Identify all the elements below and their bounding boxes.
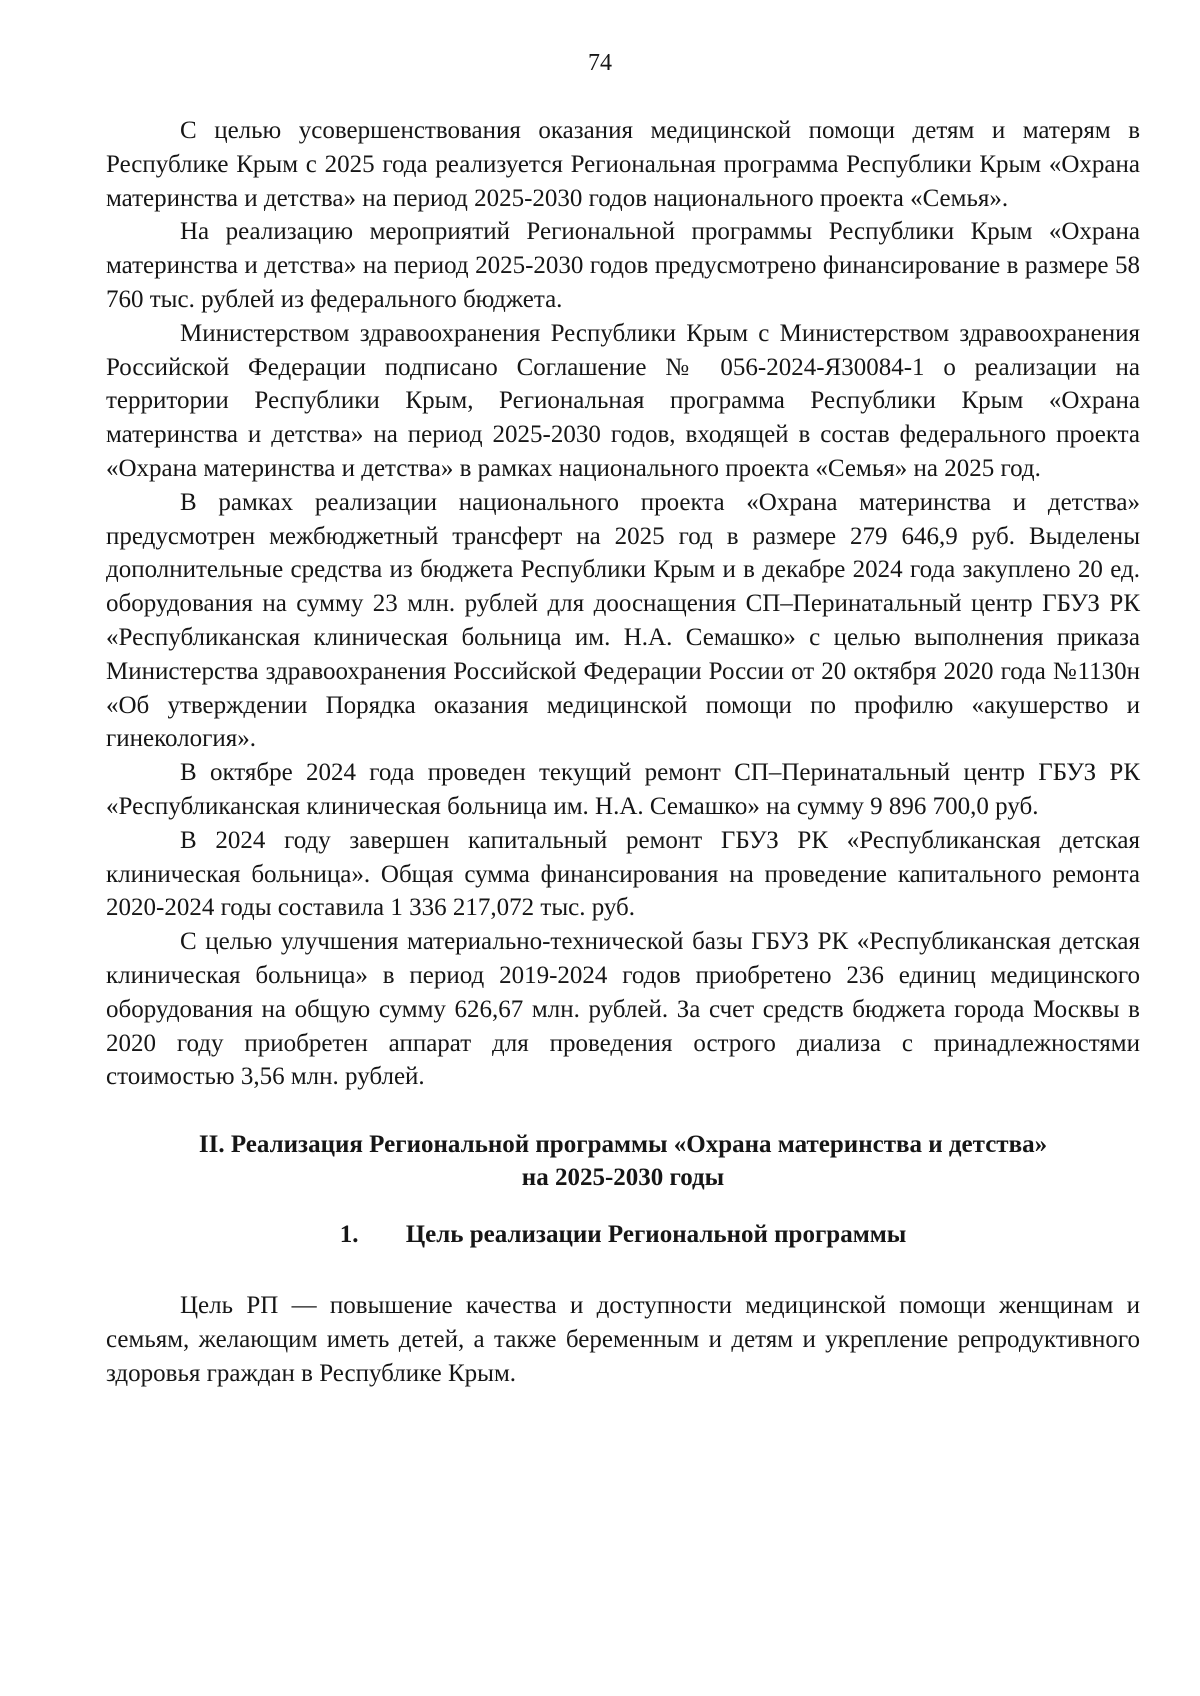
subsection-heading xyxy=(106,1218,1140,1251)
subsection-number: 1. xyxy=(339,1221,359,1249)
paragraph-material-base: С целью улучшения материально-технической базы ГБУЗ РК «Республиканская детская клиническая больница» в период 2019-2024 годов приобретено 236 единиц медицинского оборудования на общую сумму 626,67 млн. рублей. За счет средств бюджета города Москвы в 2020 году приобретен аппарат для проведения острого диализа с принадлежностями стоимостью 3,56 млн. рублей. xyxy=(106,928,1140,1091)
paragraph-capital-repair: В 2024 году завершен капитальный ремонт ГБУЗ РК «Республиканская детская клиническая больница». Общая сумма финансирования на проведение капитального ремонта 2020-2024 годы составила 1 336 217,072 тыс. руб. xyxy=(106,826,1140,922)
section-heading xyxy=(106,1128,1140,1194)
subsection-title: Цель реализации Региональной программы xyxy=(405,1221,907,1249)
paragraph-current-repair: В октябре 2024 года проведен текущий ремонт СП–Перинатальный центр ГБУЗ РК «Республиканская клиническая больница им. Н.А. Семашко» на сумму 9 896 700,0 руб. xyxy=(106,759,1140,820)
page-number: 74 xyxy=(588,50,612,76)
paragraph-program-intro: С целью усовершенствования оказания медицинской помощи детям и матерям в Республике Крым с 2025 года реализуется Региональная программа Республики Крым «Охрана материнства и детства» на период 2025-2030 годов национального проекта «Семья». xyxy=(106,117,1140,212)
paragraph-agreement: Министерством здравоохранения Республики Крым с Министерством здравоохранения Российской Федерации подписано Соглашение № 056-2024-Я30084-1 о реализации на территории Республики Крым, Региональная программа Республики Крым «Охрана материнства и детства» на период 2025-2030 годов, входящей в состав федерального проекта «Охрана материнства и детства» в рамках национального проекта «Семья» на 2025 год. xyxy=(106,319,1140,482)
section-heading-line-2: на 2025-2030 годы xyxy=(521,1164,725,1192)
document-body xyxy=(106,114,1140,1391)
paragraph-program-goal: Цель РП — повышение качества и доступности медицинской помощи женщинам и семьям, желающим иметь детей, а также беременным и детям и укрепление репродуктивного здоровья граждан в Республике Крым. xyxy=(106,1292,1140,1387)
section-heading-line-1: II. Реализация Региональной программы «Охрана материнства и детства» xyxy=(198,1131,1048,1159)
paragraph-federal-funding: На реализацию мероприятий Региональной программы Республики Крым «Охрана материнства и детства» на период 2025-2030 годов предусмотрено финансирование в размере 58 760 тыс. рублей из федерального бюджета. xyxy=(106,218,1140,313)
paragraph-equipment-purchase: В рамках реализации национального проекта «Охрана материнства и детства» предусмотрен межбюджетный трансферт на 2025 год в размере 279 646,9 руб. Выделены дополнительные средства из бюджета Республики Крым и в декабре 2024 года закуплено 20 ед. оборудования на сумму 23 млн. рублей для дооснащения СП–Перинатальный центр ГБУЗ РК «Республиканская клиническая больница им. Н.А. Семашко» с целью выполнения приказа Министерства здравоохранения Российской Федерации России от 20 октября 2020 года №1130н «Об утверждении Порядка оказания медицинской помощи по профилю «акушерство и гинекология». xyxy=(106,488,1140,753)
